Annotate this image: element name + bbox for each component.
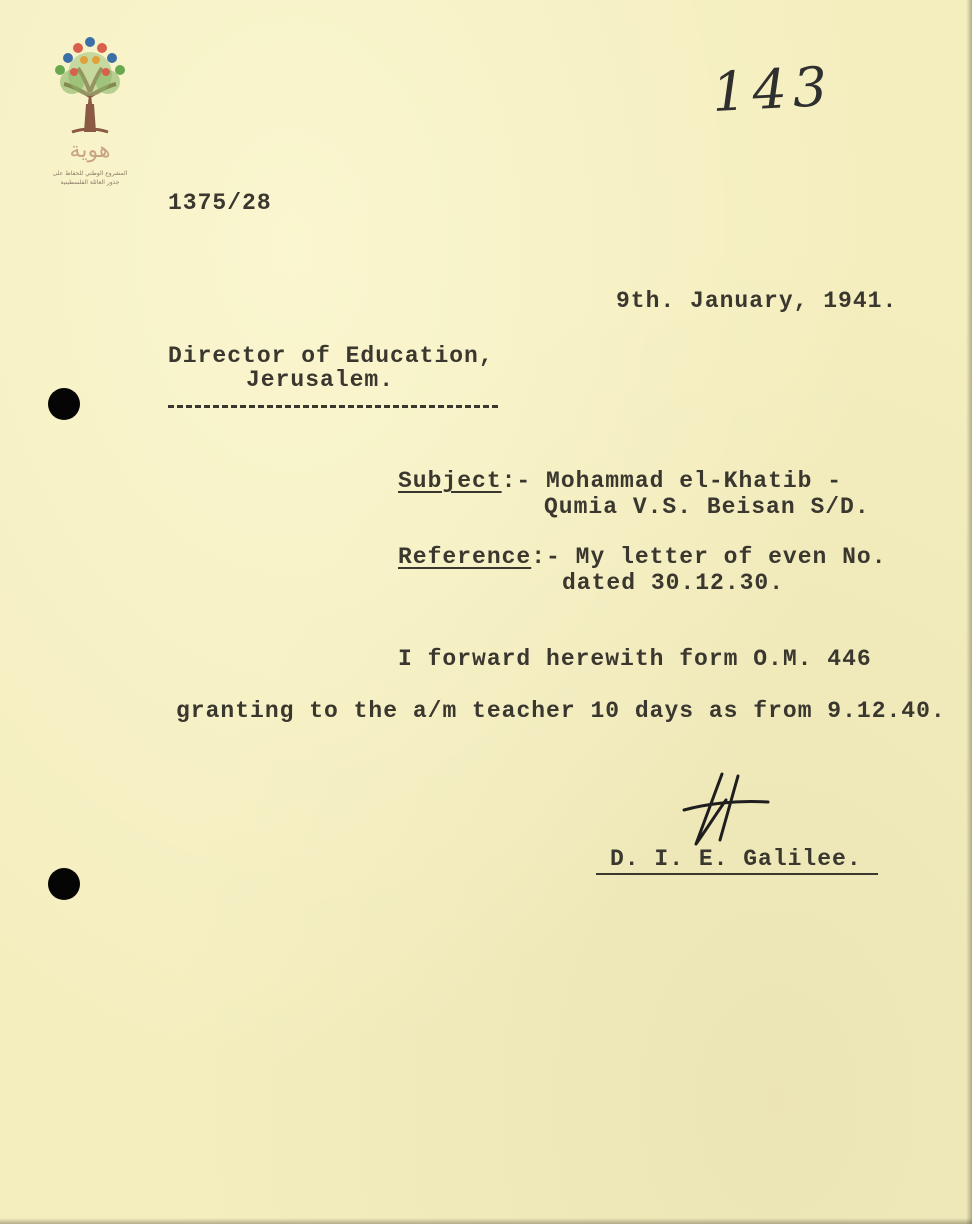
handwritten-page-number: 143 [710,54,835,125]
punch-hole-upper [48,388,80,420]
body-line-2: granting to the a/m teacher 10 days as from 9.12.40. [176,698,946,724]
page-edge-shadow-bottom [0,1218,972,1224]
reference-label: Reference [398,544,532,570]
archive-logo [44,34,136,194]
reference-line-1 [398,544,887,570]
handwritten-signature [676,770,776,854]
logo-wordmark: هوية [69,138,111,163]
reference-line-2: dated 30.12.30. [562,570,785,596]
reference-separator: :- [531,544,576,570]
letter-date: 9th. January, 1941. [616,288,898,314]
punch-hole-lower [48,868,80,900]
subject-line-1 [398,468,842,494]
reference-text-line1: My letter of even No. [575,544,887,570]
recipient-dashed-rule [168,405,498,408]
signature-block: D. I. E. Galilee. [610,846,862,872]
recipient-line-1: Director of Education, [168,343,494,369]
body-line-1: I forward herewith form O.M. 446 [398,646,872,672]
logo-subtitle-line1: المشروع الوطني للحفاظ على [52,170,128,177]
subject-line-2: Qumia V.S. Beisan S/D. [544,494,870,520]
logo-subtitle-line2: جذور العائلة الفلسطينية [60,179,120,186]
subject-label: Subject [398,468,502,494]
family-tree-icon [50,34,130,134]
subject-text-line1: Mohammad el-Khatib - [546,468,843,494]
file-reference-number: 1375/28 [168,190,272,216]
subject-separator: :- [501,468,547,494]
signature-underline [596,873,878,875]
page-edge-shadow-right [966,0,972,1224]
recipient-line-2: Jerusalem. [246,367,395,393]
